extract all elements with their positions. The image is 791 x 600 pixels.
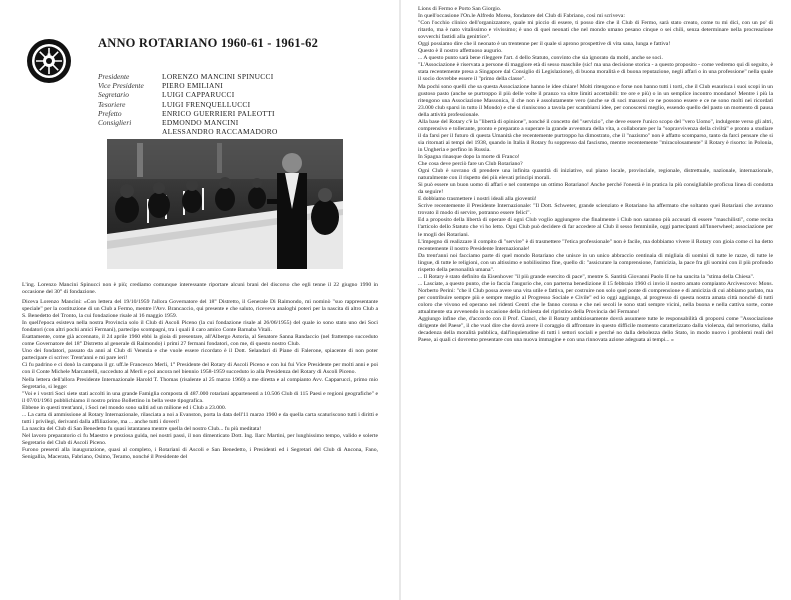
paragraph: Ed a proposito della libertà di operare di ogni Club voglio aggiungere che finalmente i Club non saranno più accusati di essere "maschilisti", come recita l'articolo dello Statuto che vi ho letto. Ogni Club può decidere di far accedere al Club il sesso femminile, oggi partecipanti all'Innerwheel; associazione per le mogli dei Rotariani.: [418, 217, 773, 238]
paragraph: "Con l'occhio clinico dell'organizzatore, quale mi piccio di essere, ti posso dire che il Club di Fermo, sarà stato creato, come tu mi dici, con un po' di ritardo, ma è nato vitalissimo e vivissimo; è uno di quei neonati che nel mondo umano pesano cinque o sei chili, senza determinare nella procreazione sovverchi fastidi alla genitrice".: [418, 20, 773, 41]
left-body-text: [22, 299, 378, 461]
paragraph: Nella lettera dell'allora Presidente Internazionale Harold T. Thomas (risalente al 25 marzo 1960) a me diretta e al compianto Avv. Capparucci, primo mio Segretario, si legge:: [22, 376, 378, 390]
paragraph: Alla base del Rotary c'è la "libertà di opinione", nonché il concetto del "servizio", che deve essere l'unico scopo del "vero Uomo", indulgente verso gli altri, comprensivo e tollerante, pronto e preparato a superare la grande avventura della vita, a collaborare per la "sopravvivenza della civiltà" e pronto a studiare il da farsi per il futuro di questa Umanità che recentemente purtroppo ha dimostrato, che il "nazismo" non è affatto scomparso, tanto da farci pensare che si sia ritornati ai tempi del 1938, quando in Italia il Rotary fu soppresso dal fascismo, mentre recentemente "miracolosamente" il Rotary è risorto: in Polonia, in Ungheria e perfino in Russia.: [418, 118, 773, 153]
paragraph: Si può essere un buon uomo di affari e nel contempo un ottimo Rotariano! Anche perché l'onestà è in pratica la più consigliabile proficua linea di condotta da seguire!: [418, 182, 773, 196]
officer-name: ALESSANDRO RACCAMADORO: [162, 127, 278, 137]
paragraph: Oggi possiamo dire che il neonato è un trentenne per il quale si aprono prospettive di vita sana, lunga e fattiva!: [418, 41, 671, 48]
paragraph: Ogni Club è sovrano di prendere una infinita quantità di iniziative, sul piano locale, provinciale, regionale, distrettuale, nazionale, internazionale, naturalmente con il rispetto dei più elevati principi morali.: [418, 168, 773, 182]
paragraph: Da trent'anni noi facciamo parte di quel mondo Rotariano che unisce in un unico abbraccio centinaia di migliaia di uomini di tutte le razze, di tutte le lingue, di tutte le religioni, con un altissimo e nobilissimo fine, quello di: "assicurare la comprensione, l'amicizia, la pace fra gli uomini con il più profondo rispetto della personalità umana".: [418, 252, 773, 273]
paragraph: Esattamente, come già accennato, il 24 aprile 1960 ebbi la gioia di presentare, all'Albergo Astoria, al Senatore Sanna Randaccio (nel frattempo succeduto come Governatore del 18° Distretto al generale di Raimondo) i primi 27 fermani fondatori, con me, di questo nostro Club.: [22, 334, 378, 348]
paragraph: E dobbiamo trasmettere i nostri ideali alla gioventù!: [418, 196, 537, 203]
paragraph: In quell'occasione l'On.le Alfredo Morea, fondatore del Club di Fabriano, così mi scriveva:: [418, 13, 625, 20]
officer-role: Vice Presidente: [98, 81, 144, 91]
paragraph: Ma pochi sono quelli che sa questa Associazione hanno le idee chiare! Molti ritengono e forse non hanno tutti i torti, che il Club esaurisca i suoi scopi in un gustoso pasto (anche se purtroppo il più delle volte il pranzo va oltre limiti accettabili: tre ore e più) o in un semplice incontro mondano! Mentre i più la ritengono una Associazione Massonica, il che non è assolutamente vero (anche se di soci massoni ce ne possono essere e ce ne sono molti nei ricordati 23.000 club sparsi in tutto il Mondo) e che si riuniscono a tavola per scambiarsi idee, per conoscersi meglio, essendo quello del pasto un momento di pausa della attività professionale.: [418, 83, 773, 118]
officers-list: [98, 72, 398, 136]
officer-row: [98, 81, 398, 90]
officer-row: [98, 118, 398, 127]
officer-row: [98, 72, 398, 81]
officer-name: LUIGI CAPPARUCCI: [162, 90, 235, 100]
paragraph: Diceva Lorenzo Mancini: «Con lettera del 19/10/1959 l'allora Governatore del 18° Distretto, il Generale Di Raimondo, mi nominò "suo rappresentante speciale" per la costituzione di un Club a Fermo, mentre l'Avv. Brancaccio, qui presente e che saluto, riceveva analoghi poteri per la nascita di altro Club a S. Benedetto del Tronto, la cui fondazione risale al 16 maggio 1959.: [22, 299, 378, 320]
paragraph: ... Il Rotary è stato definito da Eisenhover "il più grande esercito di pace", mentre S. Santità Giovanni Paolo II ne ha sancita la "stima della Chiesa".: [418, 273, 755, 280]
officer-role: [98, 127, 162, 136]
paragraph: Uno dei fondatori, passato da anni al Club di Venezia e che vuole essere ricordato è il Dott. Selandari di Piane di Falerone, spiacente di non poter partecipare ci scrive: Trent'anni e mi pare ieri!: [22, 348, 378, 362]
officer-row: [98, 100, 398, 109]
officer-role: Presidente: [98, 72, 130, 81]
officer-name: LORENZO MANCINI SPINUCCI: [162, 72, 274, 81]
paragraph: Nel lavoro preparatorio ci fu Maestro e preziosa guida, nei nostri passi, il non dimenticato Dott. Ing. Ilarc Martini, per lunghissimo tempo, valido e solerte Segretario del Club di Ascoli Piceno.: [22, 432, 378, 446]
paragraph: Questo è il nostro affettuoso augurio.: [418, 48, 503, 55]
officer-role: Consiglieri: [98, 118, 132, 128]
officer-row: [98, 109, 398, 118]
paragraph: La nascita del Club di San Benedetto fu quasi istantanea mentre quella del nostro Club... fu più meditata!: [22, 425, 262, 432]
officer-name: ENRICO GUERRIERI PALEOTTI: [162, 108, 275, 118]
right-page: [400, 0, 791, 600]
officer-name: PIERO EMILIANI: [162, 81, 224, 91]
officer-role: Prefetto: [98, 108, 122, 118]
paragraph: In Spagna rinasque dopo la morte di Franco!: [418, 153, 520, 160]
officer-role: Tesoriere: [98, 99, 126, 109]
paragraph: ... La carta di ammissione al Rotary Internazionale, rilasciata a noi a Evanston, porta la data dell'11 marzo 1960 e da quella carta scaturiscono tutti i diritti e tutti i privilegi, derivanti dalla affiliazione, ma ... anche tutti i doveri!: [22, 411, 378, 425]
paragraph: Ci fu padrino e ci donò la campana il gr. uff.le Francesco Merli, 1° Presidente del Rotary di Ascoli Piceno e con lui fui Vice Presidente per molti anni e poi con il Conte Michele Marcantelli, succeduto al Merli e poi ancora nel biennio 1958-1959 succeduto io alla Presidenza del Rotary di Ascoli Piceno.: [22, 362, 378, 376]
officer-name: LUIGI FRENQUELLUCCI: [162, 99, 251, 109]
paragraph: "Voi e i vostri Soci siete stati accolti in una grande Famiglia composta di 487.000 rotariani appartenenti a 10.506 Club di 115 Paesi e regioni geografiche" e il 07/01/1961 pubblichiamo il nostro primo Bollettino in bella veste tipografica.: [22, 390, 378, 404]
officer-row: [98, 127, 398, 136]
paragraph: L'impegno di realizzare il compito di "servire" è di trasmettere "l'etica professionale" non è facile, ma dobbiamo vivere il Rotary con gioia come ci ha detto recentemente il nostro Presidente Internazionale!: [418, 238, 773, 252]
officer-row: [98, 90, 398, 99]
paragraph: Ebbene in questi trent'anni, i Soci nel mondo sono saliti ad un milione ed i Club a 23.000.: [22, 404, 227, 411]
photo-caption: L'ing. Lorenzo Mancini Spinucci non è più; crediamo comunque interessante riportare alcuni brani del discorso che egli tenne il 22 giugno 1990 in occasione del 30° di fondazione.: [22, 282, 378, 296]
officer-role: Segretario: [98, 90, 129, 100]
paragraph: ... A questo punto sarà bene rileggere l'art. 4 dello Statuto, convinto che sia ignorato da molti, anche se soci.: [418, 55, 663, 62]
paragraph: Aggiungo infine che, d'accordo con il Prof. Cianci, che il Rotary ambiziosamente dovrà assumere tutte le responsabilità di proporsi come "Associazione dirigente del Paese", il che vuol dire che dovrà avere il coraggio di affrontare in questo difficile momento caratterizzato dalla violenza, dal terrorismo, dalla decadenza della moralità pubblica, dall'inquietudine di tutti i settori sociali e perché no dalla debolezza dello Stato, in modo nuovo i problemi reali del Paese, ai quali ci dovremo presentare con una nuova immagine e con una rinnovata azione adeguata ai tempi... »: [418, 316, 773, 344]
paragraph: Furono presenti alla inaugurazione, quasi al completo, i Rotariani di Ascoli e San Benedetto, i Presidenti ed i Segretari del Club di Ancona, Fano, Senigallia, Macerata, Fabriano, Osimo, Teramo, nonché il Presidente del: [22, 446, 378, 461]
paragraph: In quell'epoca esisteva nella nostra Provincia solo il Club di Ascoli Piceno (la cui fondazione risale al 26/06/1955) del quale io sono stato uno dei Soci fondatori (con altri pochi amici Fermani), partecipo scompagni, tra i quali il caro amico Conte Barnaba Vitali.: [22, 320, 378, 334]
paragraph: Che cosa deve perciò fare un Club Rotariano?: [418, 161, 523, 168]
banquet-photo: [107, 139, 343, 269]
rotary-wheel-emblem-icon: [26, 38, 72, 84]
paragraph: Scrive recentemente il Presidente Internazionale: "Il Dott. Schweter, grande scienziato e Rotariano ha affermato che soltanto quei Rotariani che avranno trovato il modo di servire, potranno essere felici".: [418, 203, 773, 217]
paragraph: ... Lasciate, a questo punto, che io faccia l'augurio che, con parterna benedizione il 15 febbraio 1960 ci invio il nostro amato compianto Arcivescovo: Mons. Norberto Perini: "che il Club possa avere una vita utile e fattiva, per costruire non solo quel ponte di comprensione e di amicizia di cui abbiamo parlato, ma per contribuire sempre più e sempre meglio al Progresso Sociale e Civile" ed io oggi aggiungo, al progresso di questa nostra amata città nonché di tutti coloro che vivono ed operano nei ridenti Centri che le fanno corona e che nei secoli le sono stati sempre vicini, nella buona e nella cattiva sorte, come attualmente sta avvenendo in occasione della richiesta del ripristino della Provincia del Fermano!: [418, 280, 773, 316]
officer-name: EDMONDO MANCINI: [162, 118, 239, 128]
page-title: ANNO ROTARIANO 1960-61 - 1961-62: [98, 36, 319, 50]
paragraph: "L'Associazione è riservata a persone di maggiore età di sesso maschile (sic! ma una decisione storica - a questo proposito - come vedremo qui di seguito, è stata recentemente presa a Singapore dal Consiglio di Legislazione), di buona moralità e di buona reputazione, negli affari o in una professione" nella quale il socio dovrebbe essere il "primo della classe".: [418, 62, 773, 83]
paragraph: Lions di Fermo e Porto San Giorgio.: [418, 6, 502, 12]
right-body-text: [418, 6, 773, 344]
